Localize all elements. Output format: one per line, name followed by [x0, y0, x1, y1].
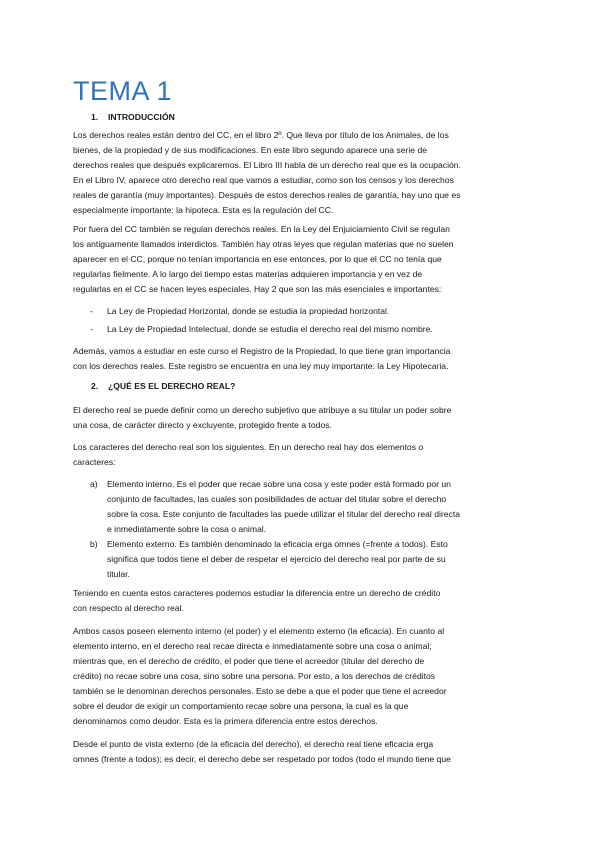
paragraph-line: sobre el deudor de exigir un comportamiento recae sobre una persona, la cual es la que: [73, 701, 409, 711]
list-item-line: titular.: [107, 569, 130, 579]
paragraph-line: En el Libro IV, aparece otro derecho real que vamos a estudiar, como son los censos y los derechos: [73, 175, 454, 185]
paragraph-line: también se le denominan derechos personales. Esto se debe a que el poder que tiene el acreedor: [73, 686, 447, 696]
paragraph-line: elemento interno, en el derecho real recae directa e inmediatamente sobre una cosa o animal;: [73, 641, 432, 651]
paragraph-line: los antiguamente llamados interdictos. También hay otras leyes que regulan materias que no suelen: [73, 239, 454, 249]
section-number: 1.: [91, 112, 99, 122]
paragraph-line: Los caracteres del derecho real son los siguientes. En un derecho real hay dos elementos o: [73, 442, 424, 452]
list-marker: a): [90, 479, 98, 489]
paragraph-1: [73, 128, 527, 218]
paragraph-3: [73, 344, 527, 374]
list-item-line: sobre la cosa. Este conjunto de facultades las puede utilizar el titular del derecho real directa: [107, 509, 461, 519]
list-marker: -: [90, 324, 93, 334]
paragraph-line: Ambos casos poseen elemento interno (el poder) y el elemento externo (la eficacia). En cuanto al: [73, 626, 445, 636]
section-heading-text: ¿QUÉ ES EL DERECHO REAL?: [108, 381, 236, 391]
list-item: [73, 322, 527, 337]
list-item-line: e inmediatamente sobre la cosa o animal.: [107, 524, 267, 534]
list-marker: b): [90, 539, 98, 549]
lettered-list-elementos: [73, 477, 527, 582]
paragraph-line: caracteres:: [73, 457, 116, 467]
paragraph-line: bienes, de la propiedad y de sus modificaciones. En este libro segundo aparece una serie de: [73, 145, 428, 155]
paragraph-line: Los derechos reales están dentro del CC, en el libro 2º. Que lleva por título de los Animales, de los: [73, 130, 449, 140]
section-heading-introduccion: [91, 112, 175, 122]
paragraph-line: Desde el punto de vista externo (de la eficacia del derecho), el derecho real tiene eficacia erga: [73, 739, 434, 749]
list-item-line: conjunto de facultades, las cuales son posibilidades de actuar del titular sobre el derecho: [107, 494, 447, 504]
section-number: 2.: [91, 381, 99, 391]
paragraph-ambos-casos: [73, 624, 527, 729]
list-item-line: Elemento interno. Es el poder que recae sobre una cosa y este poder está formado por un: [107, 479, 451, 489]
list-item-line: Elemento externo. Es también denominado la eficacia erga omnes (=frente a todos). Esto: [107, 539, 448, 549]
paragraph-2: [73, 222, 527, 297]
list-item: [73, 477, 527, 537]
paragraph-definition: [73, 403, 527, 433]
paragraph-caracteres: [73, 440, 527, 470]
paragraph-line: Por fuera del CC también se regulan derechos reales. En la Ley del Enjuiciamiento Civil se regulan: [73, 224, 450, 234]
list-marker: -: [90, 306, 93, 316]
paragraph-line: denominamos como deudor. Esta es la primera diferencia entre estos derechos.: [73, 716, 378, 726]
list-item-line: La Ley de Propiedad Intelectual, donde se estudia el derecho real del mismo nombre.: [107, 324, 433, 334]
list-item: [73, 304, 527, 319]
section-heading-derecho-real: [91, 381, 235, 391]
paragraph-line: Además, vamos a estudiar en este curso el Registro de la Propiedad, lo que tiene gran importancia: [73, 346, 451, 356]
paragraph-line: crédito) no recae sobre una cosa, sino sobre una persona. Por esto, a los derechos de créditos: [73, 671, 436, 681]
list-item-line: La Ley de Propiedad Horizontal, donde se estudia la propiedad horizontal.: [107, 306, 390, 316]
bullet-list-laws: [73, 304, 527, 337]
paragraph-line: Teniendo en cuenta estos caracteres podemos estudiar la diferencia entre un derecho de crédito: [73, 588, 441, 598]
paragraph-line: regularlas fielmente. A lo largo del tiempo estas materias adquieren importancia y en vez de: [73, 269, 423, 279]
paragraph-line: reales de garantía (muy importantes). Después de estos derechos reales de garantía, hay uno que es: [73, 190, 461, 200]
paragraph-line: omnes (frente a todos); es decir, el derecho debe ser respetado por todos (todo el mundo tiene que: [73, 754, 451, 764]
paragraph-line: derechos reales que después explicaremos. El Libro III habla de un derecho real que es la ocupación.: [73, 160, 461, 170]
paragraph-line: con respecto al derecho real.: [73, 603, 184, 613]
section-heading-text: INTRODUCCIÓN: [108, 112, 175, 122]
paragraph-diferencia: [73, 586, 527, 616]
list-item: [73, 537, 527, 582]
paragraph-line: especialmente importante: la hipoteca. Esta es la regulación del CC.: [73, 205, 334, 215]
paragraph-line: regularlas en el CC se hacen leyes especiales. Hay 2 que son las más esenciales e importantes:: [73, 284, 442, 294]
paragraph-line: aparecer en el CC, porque no tenían importancia en ese entonces, por lo que el CC no tenía que: [73, 254, 442, 264]
paragraph-line: mientras que, en el derecho de crédito, el poder que tiene el acreedor (titular del derecho de: [73, 656, 425, 666]
paragraph-punto-de-vista: [73, 737, 527, 767]
paragraph-line: con los derechos reales. Este registro se encuentra en una ley muy importante: la Ley Hipotecaria.: [73, 361, 449, 371]
paragraph-line: una cosa, de carácter directo y excluyente, protegido frente a todos.: [73, 420, 332, 430]
paragraph-line: El derecho real se puede definir como un derecho subjetivo que atribuye a su titular un poder sobre: [73, 405, 452, 415]
list-item-line: significa que todos tiene el deber de respetar el ejercicio del derecho real por parte de su: [107, 554, 446, 564]
page-title: TEMA 1: [73, 76, 173, 106]
